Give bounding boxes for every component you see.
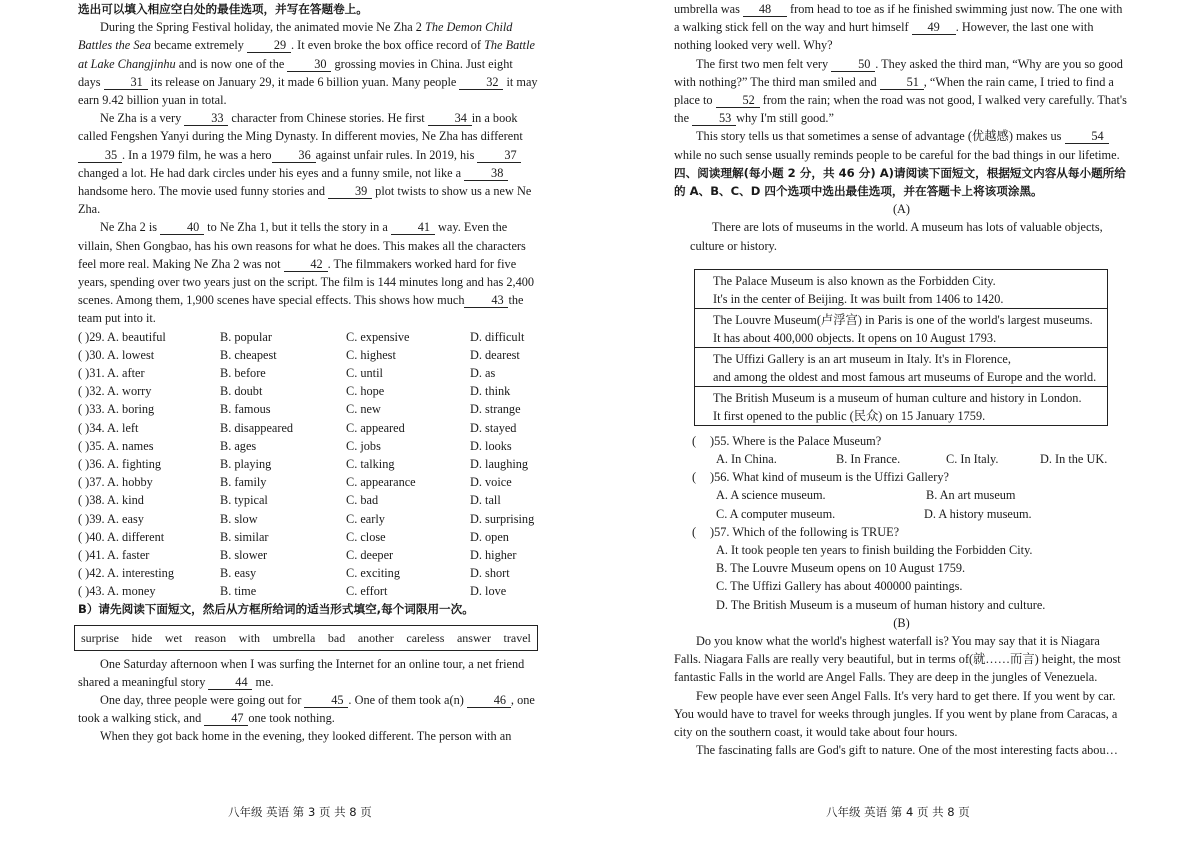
blank-50: 50 xyxy=(831,57,875,72)
blank-32: 32 xyxy=(459,75,503,90)
blank-48: 48 xyxy=(743,2,787,17)
blank-43: 43 xyxy=(464,293,508,308)
word-item: hide xyxy=(131,630,153,645)
falls-paragraph-2: Few people have ever seen Angel Falls. It's very hard to get there. If you went by car. You would have to travel for weeks through jungles. If you went by plane from Caracas, a city on the southern coast, it would take about four hours. xyxy=(674,688,1118,739)
option-row: ( )33. A. boring B. famous C. new D. strange xyxy=(78,402,521,417)
right-page xyxy=(674,0,1129,849)
blank-51: 51 xyxy=(880,75,924,90)
museum-intro: There are lots of museums in the world. A museum has lots of valuable objects, culture or history. xyxy=(690,220,1103,253)
option-row: ( )30. A. lowest B. cheapest C. highest D. dearest xyxy=(78,347,520,362)
blank-29: 29 xyxy=(247,38,291,53)
museum-row-louvre: The Louvre Museum(卢浮宫) in Paris is one of the world's largest museums. It has about 400,000 objects. It opens on 10 August 1793. xyxy=(695,309,1107,348)
question-57-option-c: C. The Uffizi Gallery has about 400000 paintings. xyxy=(716,579,963,594)
blank-38: 38 xyxy=(464,166,508,181)
word-item: with xyxy=(238,630,261,645)
left-page xyxy=(78,0,538,849)
section-instruction: 选出可以填入相应空白处的最佳选项，并写在答题卷上。 xyxy=(78,2,368,16)
blank-49: 49 xyxy=(912,20,956,35)
option-row: ( )41. A. faster B. slower C. deeper D. higher xyxy=(78,547,517,562)
passage-paragraph-3: Ne Zha 2 is 40 to Ne Zha 1, but it tells the story in a 41 way. Even the villain, Shen Gongbao, has his own reasons for what he does. This makes all the characters feel more real. Making Ne Zha 2 was not 42 . The filmmakers worked hard for five years, spending over two years just on the script. The film is 144 minutes long and has 2,400 scenes. Among them, 1,900 scenes have special effects. This shows how much 43 the team put into it. xyxy=(78,220,535,326)
option-row: ( )40. A. different B. similar C. close D. open xyxy=(78,529,509,544)
word-item: answer xyxy=(456,630,491,645)
word-item: reason xyxy=(194,630,227,645)
blank-34: 34 xyxy=(428,111,472,126)
blank-35: 35 xyxy=(78,148,122,163)
word-item: wet xyxy=(164,630,183,645)
blank-53: 53 xyxy=(692,111,736,126)
passage-paragraph-1: During the Spring Festival holiday, the animated movie Ne Zha 2 The Demon Child Battles the Sea became extremely 29 . It even broke the box office record of The Battle at Lake Changjinhu and is now one of the 30 grossing movies in China. Just eight days 31 its release on January 29, it made 6 billion yuan. Many people 32 it may earn 9.42 billion yuan in total. xyxy=(78,20,538,108)
question-55-options: A. In China. B. In France. C. In Italy. D. In the UK. xyxy=(716,452,1108,467)
question-57: ( )57. Which of the following is TRUE? xyxy=(692,524,900,539)
page-footer: 八年级 英语 第 4 页 共 8 页 xyxy=(826,805,970,819)
blank-54: 54 xyxy=(1065,129,1109,144)
falls-paragraph-3: The fascinating falls are God's gift to nature. One of the most interesting facts abou… xyxy=(696,743,1118,758)
part-a-heading: (A) xyxy=(892,202,911,217)
museum-row-uffizi: The Uffizi Gallery is an art museum in Italy. It's in Florence, and among the oldest and most famous art museums of Europe and the world. xyxy=(695,348,1107,387)
blank-52: 52 xyxy=(716,93,760,108)
part-b-heading: (B) xyxy=(893,615,910,630)
story-paragraph-4: umbrella was 48 from head to toe as if he finished swimming just now. The one with a walking stick fell on the way and hurt himself 49 . However, the last one with nothing looked very well. Why? xyxy=(674,2,1123,53)
page-footer: 八年级 英语 第 3 页 共 8 页 xyxy=(228,805,372,819)
falls-paragraph-1: Do you know what the world's highest waterfall is? You may say that it is Niagara Falls. Niagara Falls are really very beautiful, but in terms of(就……而言) height, the most fantastic Falls in the world are Angel Falls. They are deep in the jungles of Venezuela. xyxy=(674,633,1121,685)
option-row: ( )39. A. easy B. slow C. early D. surprising xyxy=(78,511,535,526)
word-item: careless xyxy=(406,630,445,645)
blank-30: 30 xyxy=(287,57,331,72)
museum-row-palace: The Palace Museum is also known as the Forbidden City. It's in the center of Beijing. It was built from 1406 to 1420. xyxy=(695,270,1107,309)
blank-47: 47 xyxy=(204,711,248,726)
option-row: ( )37. A. hobby B. family C. appearance D. voice xyxy=(78,475,512,490)
blank-44: 44 xyxy=(208,675,252,690)
museum-table xyxy=(694,269,1108,426)
blank-41: 41 xyxy=(391,220,435,235)
option-row: ( )36. A. fighting B. playing C. talking D. laughing xyxy=(78,456,529,471)
blank-33: 33 xyxy=(184,111,228,126)
option-list xyxy=(78,328,538,601)
word-box xyxy=(74,625,538,651)
option-row: ( )42. A. interesting B. easy C. exciting D. short xyxy=(78,566,510,581)
option-row: ( )34. A. left B. disappeared C. appeared D. stayed xyxy=(78,420,517,435)
blank-39: 39 xyxy=(328,184,372,199)
word-item: another xyxy=(357,630,394,645)
option-row: ( )35. A. names B. ages C. jobs D. looks xyxy=(78,438,512,453)
option-row: ( )32. A. worry B. doubt C. hope D. think xyxy=(78,384,511,399)
story-paragraph-2: One day, three people were going out for 45 . One of them took a(n) 46 , one took a walking stick, and 47 one took nothing. xyxy=(78,693,535,726)
question-56-options-2: C. A computer museum. D. A history museum. xyxy=(716,506,1032,521)
question-55: ( )55. Where is the Palace Museum? xyxy=(692,433,882,448)
blank-46: 46 xyxy=(467,693,511,708)
blank-31: 31 xyxy=(104,75,148,90)
blank-37: 37 xyxy=(477,148,521,163)
question-56: ( )56. What kind of museum is the Uffizi Gallery? xyxy=(692,470,949,485)
blank-36: 36 xyxy=(272,148,316,163)
word-item: umbrella xyxy=(272,630,316,645)
question-57-option-b: B. The Louvre Museum opens on 10 August 1759. xyxy=(716,561,966,576)
story-paragraph-1: One Saturday afternoon when I was surfing the Internet for an online tour, a net friend shared a meaningful story 44 me. xyxy=(78,656,525,689)
passage-paragraph-2: Ne Zha is a very 33 character from Chinese stories. He first 34 in a book called Fengshen Yanyi during the Ming Dynasty. In different movies, Ne Zha has different 35 . In a 1979 film, he was a hero 36 against unfair rules. In 2019, his 37 changed a lot. He had dark circles under his eyes and a funny smile, not like a 38 handsome hero. The movie used funny stories and 39 plot twists to show us a new Ne Zha. xyxy=(78,111,532,217)
blank-42: 42 xyxy=(284,257,328,272)
question-57-option-d: D. The British Museum is a museum of human history and culture. xyxy=(716,597,1046,612)
story-paragraph-6: This story tells us that sometimes a sense of advantage (优越感) makes us 54 while no such sense usually reminds people to be careful for the bad things in our lifetime. xyxy=(674,129,1120,162)
blank-45: 45 xyxy=(304,693,348,708)
story-paragraph-5: The first two men felt very 50 . They asked the third man, “Why are you so good with nothing?” The third man smiled and 51 , “When the rain came, I tried to find a place to 52 from the rain; when the road was not good, I walked very carefully. That's the 53 why I'm still good.” xyxy=(674,56,1127,126)
word-item: bad xyxy=(327,630,346,645)
option-row: ( )31. A. after B. before C. until D. as xyxy=(78,366,496,381)
museum-row-british: The British Museum is a museum of human culture and history in London. It first opened to the public (民众) on 15 January 1759. xyxy=(713,390,1082,423)
blank-40: 40 xyxy=(160,220,204,235)
word-item: travel xyxy=(503,630,531,645)
story-paragraph-3: When they got back home in the evening, they looked different. The person with an xyxy=(100,729,512,744)
question-56-options-1: A. A science museum. B. An art museum xyxy=(716,488,1016,503)
option-row: ( )29. A. beautiful B. popular C. expensive D. difficult xyxy=(78,329,525,344)
option-row: ( )38. A. kind B. typical C. bad D. tall xyxy=(78,493,501,508)
option-row: ( )43. A. money B. time C. effort D. love xyxy=(78,584,507,599)
section-b-instruction: B）请先阅读下面短文，然后从方框所给词的适当形式填空,每个词限用一次。 xyxy=(78,602,474,617)
word-item: surprise xyxy=(81,630,119,645)
question-57-option-a: A. It took people ten years to finish building the Forbidden City. xyxy=(716,542,1033,557)
section-4-instruction: 四、阅读理解(每小题 2 分，共 46 分) A)请阅读下面短文，根据短文内容从每小题所给的 A、B、C、D 四个选项中选出最佳选项，并在答题卡上将该项涂黑。 xyxy=(674,165,1126,199)
